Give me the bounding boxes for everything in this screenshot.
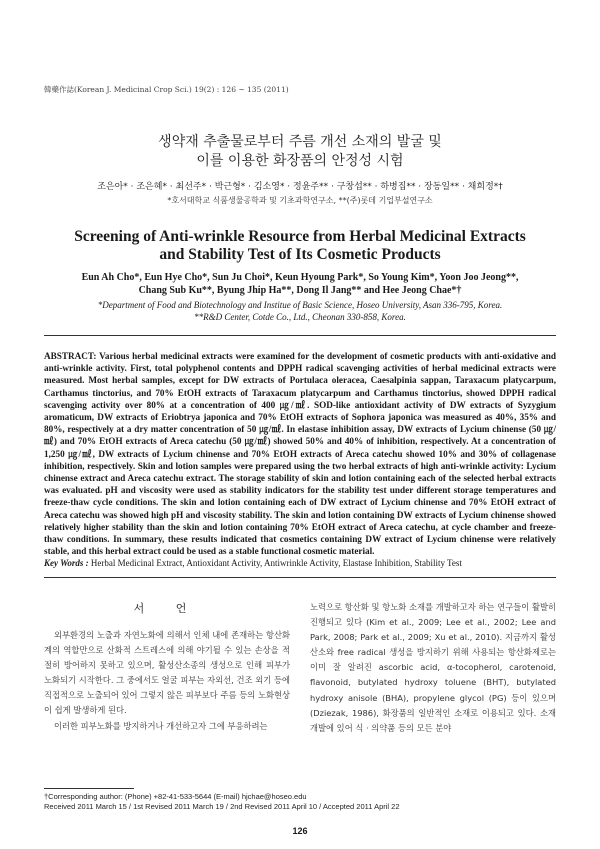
english-title-line-2: and Stability Test of Its Cosmetic Products xyxy=(159,246,441,263)
section-heading-introduction: 서 언 xyxy=(133,602,201,615)
top-rule xyxy=(44,335,556,336)
keywords-text: Herbal Medicinal Extract, Antioxidant Activity, Antiwrinkle Activity, Elastase Inhibition, Stability Test xyxy=(90,558,462,568)
right-column xyxy=(310,600,556,736)
english-affiliation-line-1: *Department of Food and Biotechnology and Institue of Basic Science, Hoseo University, Asan 336-795, Korea. xyxy=(97,300,503,310)
footnote-rule xyxy=(44,788,134,789)
abstract-label: ABSTRACT: xyxy=(44,351,97,361)
english-affiliation-line-2: **R&D Center, Cotde Co., Ltd., Cheonan 330-858, Korea. xyxy=(194,312,406,322)
left-paragraph-2: 이러한 피부노화를 방지하거나 개선하고자 그에 부응하려는 xyxy=(54,720,268,731)
bottom-rule xyxy=(44,577,556,578)
left-paragraph-1: 외부환경의 노출과 자연노화에 의해서 인체 내에 존재하는 항산화계의 역할만으로 산화적 스트레스에 의해 야기될 수 있는 손상을 적절히 방어하지 못하고 있으며, 활성산소종의 생성으로 인해 피부가 노화되기 시작한다. 그 중에서도 얼굴 피부는 자외선, 건조 외기 등에 직접적으로 노출되어 있어 그렇지 않은 피부보다 주름 등의 노화현상이 쉽게 발생하게 된다. xyxy=(44,630,290,716)
abstract-text: Various herbal medicinal extracts were examined for the development of cosmetic products with anti-oxidative and anti-wrinkle activity. First, total polyphenol contents and DPPH radical scavenging activities of herbal medicinal extracts were measured. Most herbal samples, except for DW extracts of Portulaca oleracea, Caesalpinia sappan, Taraxacum platycarpum, Carthamus tinctorius, and 70% EtOH extracts of Taraxacum platycarpum and Carthamus tinctorius, showed DPPH radical scavenging activity over 80% at a concentration of 400 ㎍/㎖. SOD-like antioxidant activity of DW extracts of Syzygium aromaticum, DW extracts of Eriobtrya japonica and 70% EtOH extracts of Sophora japonica was measured as 40%, 35% and 80%, respectively at a dry matter concentration of 50 ㎍/㎖. In elastase inhibition assay, DW extracts of Lycium chinense (50 ㎍/㎖) and 70% EtOH extracts of Areca catechu (50 ㎍/㎖) showed 50% and 40% of inhibition, respectively. At a concentration of 1,250 ㎍/㎖, DW extracts of Lycium chinense and 70% EtOH extracts of Areca catechu showed 10% and 30% of collagenase inhibition, respectively. Skin and lotion samples were prepared using the two herbal extracts of high anti-wrinkle activity: Lycium chinense extract and Areca catechu extract. The storage stability of skin and lotion containing each of the selected herbal extracts was evaluated. pH and viscosity were used as stability indicators for the stability test under different storage temperatures and freeze-thaw cycle conditions. The skin and lotion containing each of DW extract of Lycium chinense and 70% EtOH extract of Areca catechu was showed high pH and viscosity stability. The skin and lotion containing DW extracts of Lycium chinense showed relatively higher stability than the skin and lotion containing 70% EtOH extract of Areca catechu, at cycle chamber and freeze-thaw conditions. In summary, these results indicated that cosmetics containing DW extract of Lycium chinense were relatively stable, and this herbal extract could be used as a stable functional cosmetic material. xyxy=(44,351,556,557)
left-column xyxy=(44,628,290,734)
right-paragraph: 노력으로 항산화 및 항노화 소재를 개발하고자 하는 연구들이 활발히 진행되고 있다 (Kim et al., 2009; Lee et al., 2002; Lee and Park, 2008; Park et al., 2009; Xu et al., 2010). 지금까지 활성산소와 free radical 생성을 방지하기 위해 사용되는 항산화제로는 이미 잘 알려진 ascorbic acid, α-tocopherol, carotenoid, flavonoid, butylated hydroxy toluene (BHT), butylated hydroxy anisole (BHA), propylene glycol (PG) 등이 있으며 (Dziezak, 1986), 화장품의 일반적인 소재로 이용되고 있다. 소재 개발에 있어 식 · 의약품 등의 모든 분야 xyxy=(310,602,556,733)
korean-authors: 조은아* · 조은혜* · 최선주* · 박근형* · 김소영* · 정윤주** · 구창섭** · 하병집** · 장동일** · 채희정*† xyxy=(97,182,503,192)
keywords-label: Key Words : xyxy=(44,558,89,568)
page-number: 126 xyxy=(292,826,308,836)
abstract xyxy=(44,350,556,557)
journal-citation: 韓藥作誌(Korean J. Medicinal Crop Sci.) 19(2) : 126 ~ 135 (2011) xyxy=(44,85,289,94)
korean-title-line-2: 이를 이용한 화장품의 안정성 시험 xyxy=(196,153,404,169)
footnote-received: Received 2011 March 15 / 1st Revised 2011 March 19 / 2nd Revised 2011 April 10 / Accepted 2011 April 22 xyxy=(44,802,400,811)
keywords xyxy=(44,558,556,568)
footnote-corresponding: †Corresponding author: (Phone) +82-41-533-5644 (E-mail) hjchae@hoseo.edu xyxy=(44,792,307,801)
english-authors-line-1: Eun Ah Cho*, Eun Hye Cho*, Sun Ju Choi*, Keun Hyoung Park*, So Young Kim*, Yoon Joo Jeong**, xyxy=(81,272,519,283)
english-title-line-1: Screening of Anti-wrinkle Resource from Herbal Medicinal Extracts xyxy=(74,228,526,245)
english-authors-line-2: Chang Sub Ku**, Byung Jhip Ha**, Dong Il Jang** and Hee Jeong Chae*† xyxy=(138,285,462,296)
korean-affiliation: *호서대학교 식품생물공학과 및 기초과학연구소, **(주)롯데 기업부설연구소 xyxy=(167,196,433,205)
korean-title-line-1: 생약재 추출물로부터 주름 개선 소재의 발굴 및 xyxy=(158,134,442,150)
